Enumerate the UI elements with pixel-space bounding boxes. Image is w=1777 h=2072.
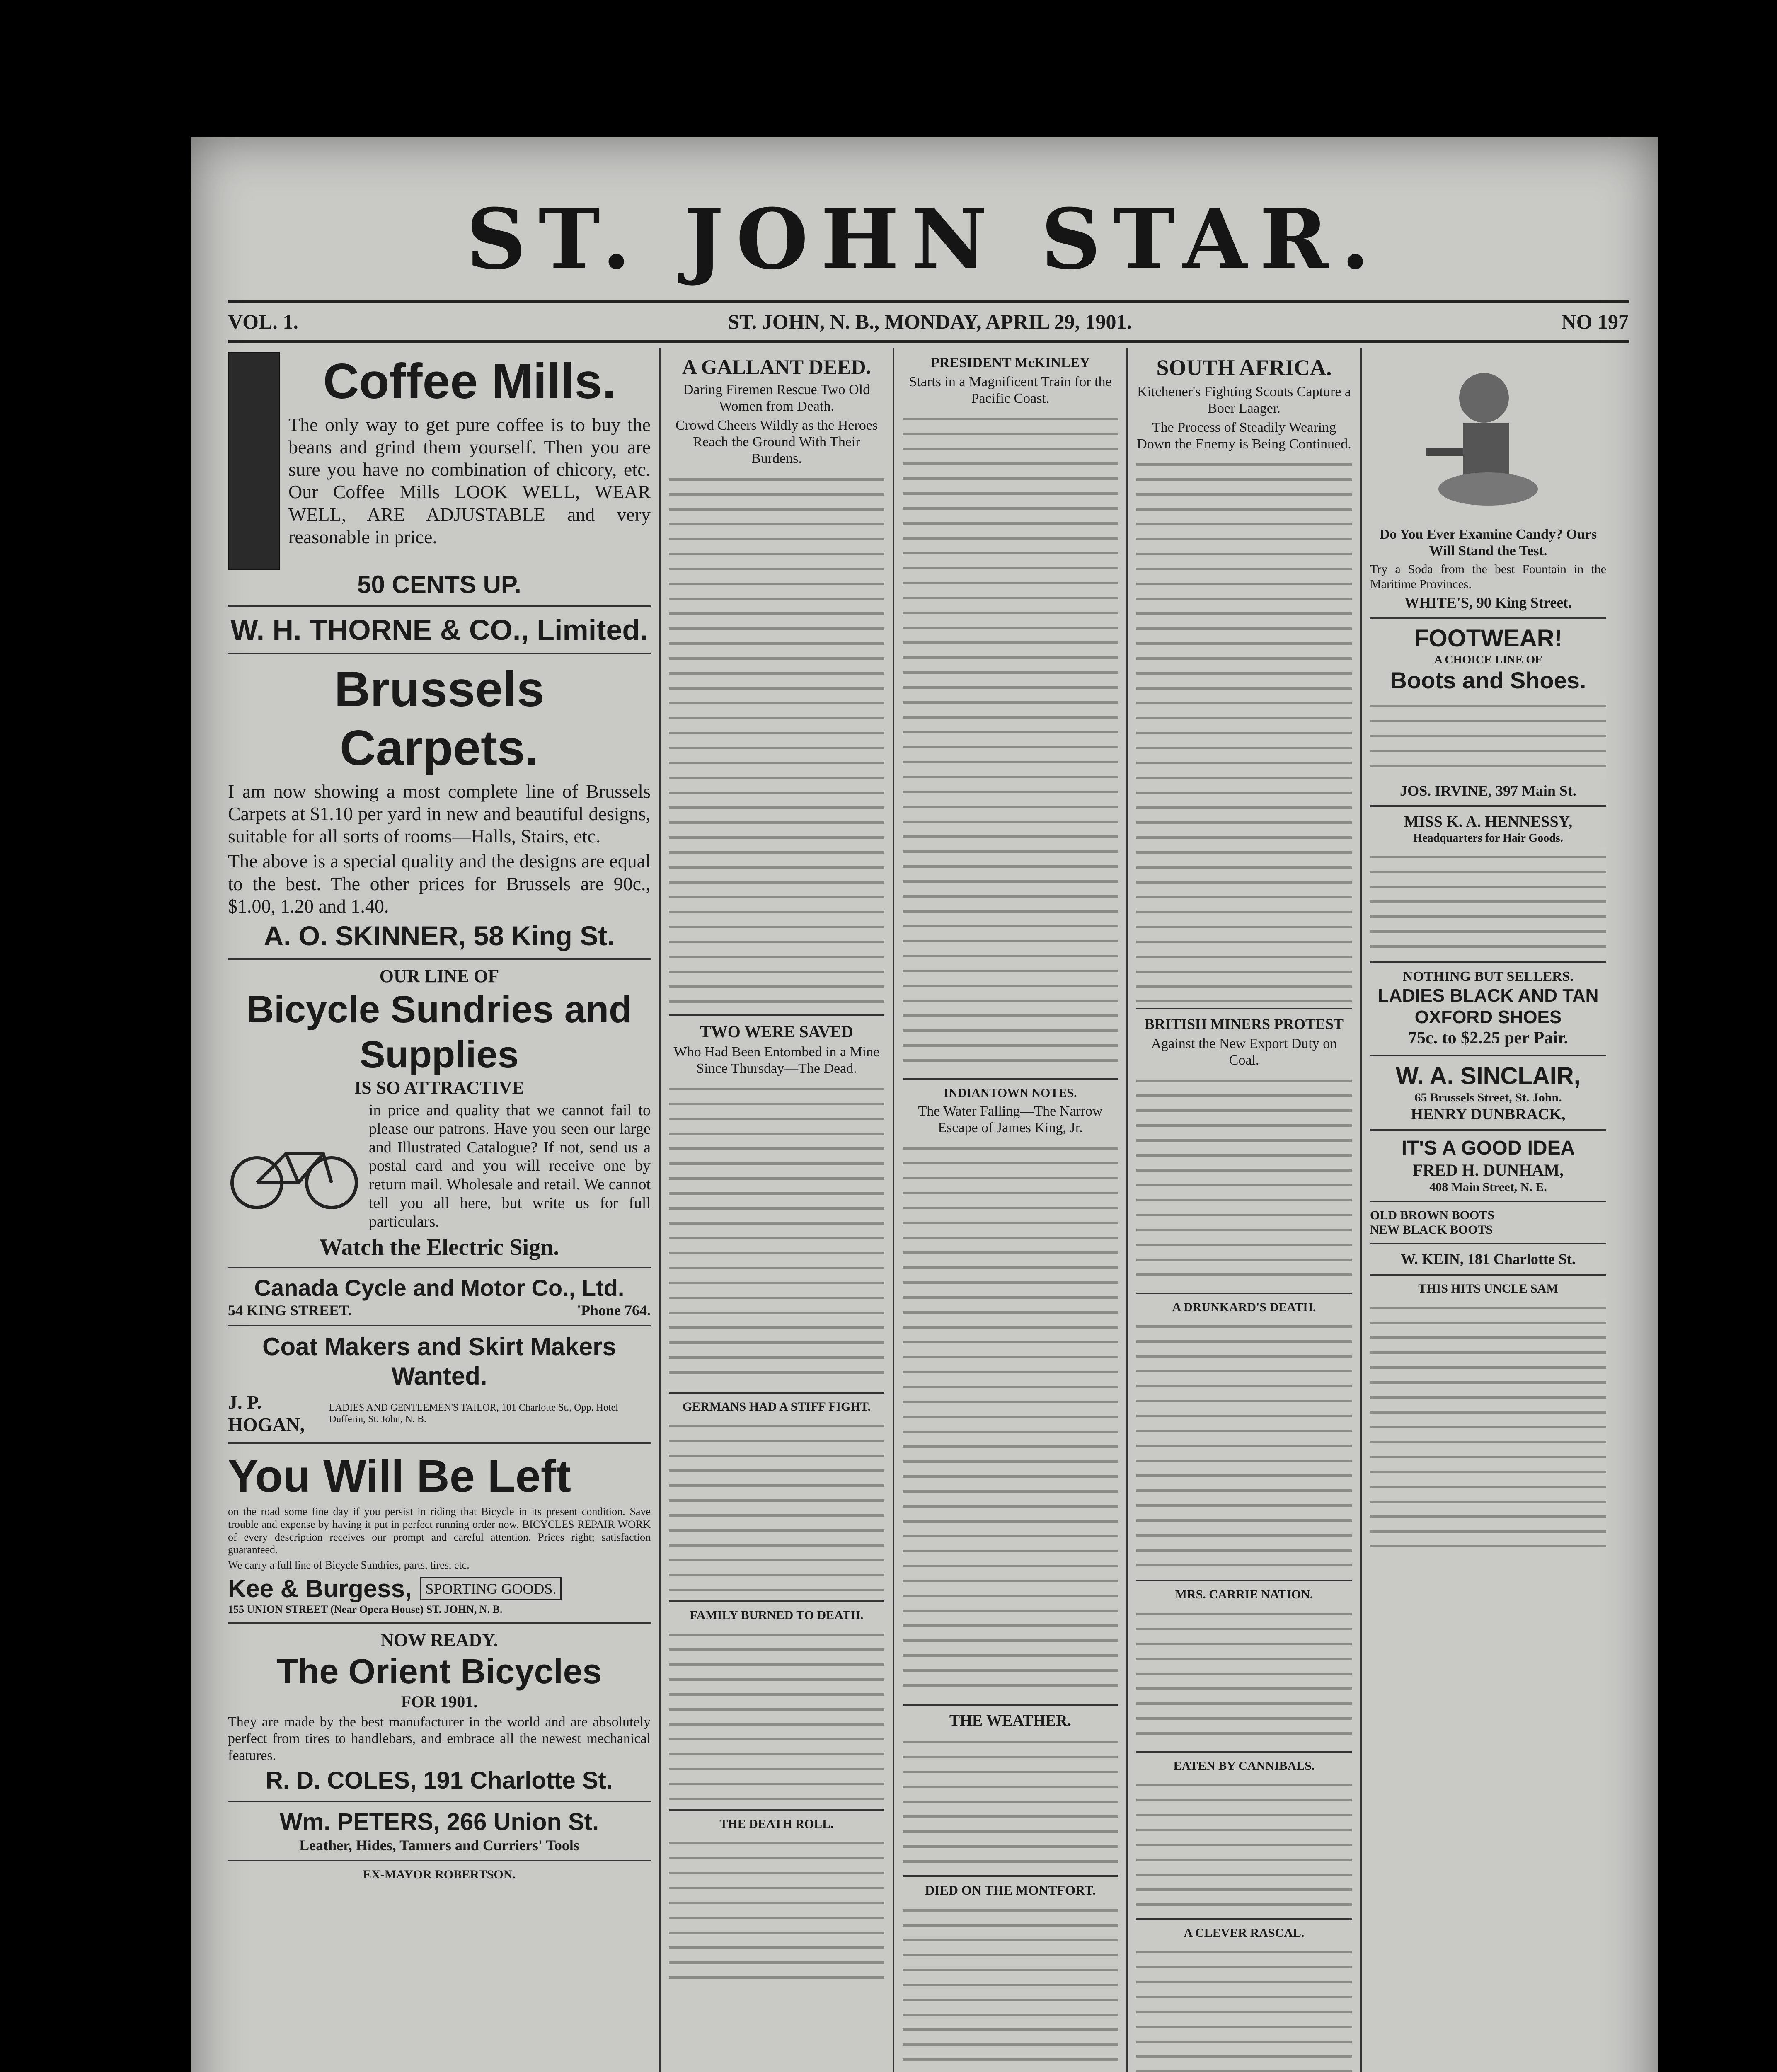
irvine: JOS. IRVINE, 397 Main St. [1400,782,1576,799]
article-text [903,1139,1118,1698]
dateline [228,300,1629,343]
coffee-text: The only way to get pure coffee is to buy the beans and grind them yourself. Then you are sure you have no combination of chicory, etc. Our Coffee Mills LOOK WELL, WEAR WELL, ARE ADJUSTABLE and very reasonable in price. [288,414,651,547]
our-line: OUR LINE OF [379,966,499,987]
so-attractive: IS SO ATTRACTIVE [354,1077,524,1098]
new-boots: NEW BLACK BOOTS [1370,1223,1493,1237]
canada-address: 54 KING STREET. [228,1302,352,1319]
kein: W. KEIN, 181 Charlotte St. [1401,1251,1576,1268]
old-boots: OLD BROWN BOOTS [1370,1208,1495,1222]
footwear: FOOTWEAR! [1414,625,1562,652]
kee-address: 155 UNION STREET (Near Opera House) ST. JOHN, N. B. [228,1603,503,1616]
choice-line: A CHOICE LINE OF [1434,653,1542,666]
sinclair: W. A. SINCLAIR, [1396,1062,1581,1089]
news-column-4 [1128,348,1362,2072]
peters: Wm. PETERS, 266 Union St. [279,1808,599,1836]
headline-indiantown: INDIANTOWN NOTES. [944,1086,1077,1100]
volume: VOL. 1. [228,310,298,333]
article-text [1136,455,1352,1002]
subhead-entombed: Who Had Been Entombed in a Mine Since Thursday—The Dead. [673,1044,880,1076]
article-text [903,1901,1118,2072]
skinner: A. O. SKINNER, 58 King St. [264,920,615,951]
hogan: J. P. HOGAN, [228,1391,305,1435]
candy-headline: Do You Ever Examine Candy? Ours Will Stand the Test. [1379,527,1597,559]
footwear-text [1370,697,1606,779]
dunham-address: 408 Main Street, N. E. [1429,1180,1547,1194]
headline-clever-rascal: A CLEVER RASCAL. [1184,1926,1305,1940]
electric-sign: Watch the Electric Sign. [319,1234,559,1260]
article-text [903,1733,1118,1869]
nothing-but-sellers: NOTHING BUT SELLERS. [1402,969,1574,985]
thorne: W. H. THORNE & CO., Limited. [230,613,648,646]
coles: R. D. COLES, 191 Charlotte St. [266,1767,613,1794]
subhead-process: The Process of Steadily Wearing Down the Enemy is Being Continued. [1137,419,1351,452]
uncle-sam-headline: THIS HITS UNCLE SAM [1418,1281,1558,1295]
article-text [1370,1298,1606,1547]
left-text: on the road some fine day if you persist in riding that Bicycle in its present condition. Save trouble and expense by having it put in perfect running order now. BICYCLES REPAIR WORK of every description receives our prompt and careful attention. Prices right; satisfaction guaranteed. [228,1506,651,1556]
headline-cannibals: EATEN BY CANNIBALS. [1173,1759,1315,1773]
orient-title: The Orient Bicycles [276,1652,602,1691]
soda-text: Try a Soda from the best Fountain in the Maritime Provinces. [1370,562,1606,591]
candy-illustration [1370,352,1606,526]
good-idea: IT'S A GOOD IDEA [1401,1137,1575,1159]
article-text [669,470,884,1009]
headline-family: FAMILY BURNED TO DEATH. [690,1608,864,1622]
article-text [669,1625,884,1803]
headline-mckinley: PRESIDENT McKINLEY [931,355,1090,370]
headline-montfort: DIED ON THE MONTFORT. [925,1882,1096,1898]
coat-makers: Coat Makers and Skirt Makers Wanted. [262,1333,616,1390]
columns [220,348,1633,2072]
hennessy-sub: Headquarters for Hair Goods. [1413,832,1563,845]
place-date: ST. JOHN, N. B., MONDAY, APRIL 29, 1901. [728,310,1132,333]
orient-text: They are made by the best manufacturer in the world and are absolutely perfect from tires to handlebars, and embrace all the newest mechanical features. [228,1714,651,1763]
news-column-2 [661,348,894,2072]
bicycle-title: Bicycle Sundries and Supplies [246,988,632,1076]
ad-column-right [1362,348,1615,2072]
brussels-text-1: I am now showing a most complete line of Brussels Carpets at $1.10 per yard in new and beautiful designs, suitable for all sorts of rooms—Halls, Stairs, etc. [228,780,651,847]
headline-death-roll: THE DEATH ROLL. [719,1817,834,1831]
subhead-firemen: Daring Firemen Rescue Two Old Women from Death. [683,382,870,414]
masthead-title: ST. JOHN STAR. [466,191,1382,288]
dunbrack: HENRY DUNBRACK, [1411,1105,1566,1123]
coffee-title: Coffee Mills. [323,353,616,409]
article-text [1136,1317,1352,1574]
ad-column [220,348,661,2072]
issue-number: NO 197 [1561,310,1629,333]
article-text [669,1080,884,1386]
boots-shoes: Boots and Shoes. [1390,667,1586,693]
coffee-mill-image [228,352,280,570]
article-text [903,409,1118,1072]
coffee-ad [228,352,651,570]
subhead-crowd: Crowd Cheers Wildly as the Heroes Reach the Ground With Their Burdens. [675,418,878,467]
whites: WHITE'S, 90 King Street. [1404,594,1572,611]
article-text [1136,1776,1352,1912]
left-title: You Will Be Left [228,1450,571,1502]
subhead-water: The Water Falling—The Narrow Escape of James King, Jr. [918,1103,1103,1135]
headline-miners: BRITISH MINERS PROTEST [1144,1016,1344,1033]
subhead-train: Starts in a Magnificent Train for the Pacific Coast. [909,374,1112,407]
article-text [1136,1071,1352,1287]
ladies-shoes: LADIES BLACK AND TAN OXFORD SHOES [1378,985,1599,1028]
left-text-2: We carry a full line of Bicycle Sundries, parts, tires, etc. [228,1559,470,1571]
hennessy: MISS K. A. HENNESSY, [1404,813,1573,831]
canada-cycle: Canada Cycle and Motor Co., Ltd. [254,1274,625,1301]
headline-carrie-nation: MRS. CARRIE NATION. [1175,1588,1313,1602]
kee-burgess: Kee & Burgess, [228,1574,412,1602]
bicycle-text: in price and quality that we cannot fail to please our patrons. Have you seen our large and Illustrated Catalogue? If not, send us a postal card and you will receive one by return mail. Wholesale and retail. We cannot tell you all here, but write us for full particulars. [369,1101,651,1230]
ex-mayor: EX-MAYOR ROBERTSON. [363,1868,516,1881]
brussels-title: Brussels Carpets. [334,661,545,776]
canada-phone: 'Phone 764. [576,1302,651,1319]
hogan-sub: LADIES AND GENTLEMEN'S TAILOR, 101 Charlotte St., Opp. Hotel Dufferin, St. John, N. B. [329,1402,618,1425]
hair-goods-list [1370,847,1606,955]
subhead-export: Against the New Export Duty on Coal. [1151,1036,1337,1068]
news-column-3 [894,348,1128,2072]
newspaper-page [191,137,1658,2072]
now-ready: NOW READY. [380,1630,498,1651]
dunham: FRED H. DUNHAM, [1412,1161,1564,1180]
headline-two-saved: TWO WERE SAVED [700,1022,853,1041]
sporting-goods: SPORTING GOODS. [420,1577,562,1600]
bicycle-icon [228,1121,361,1212]
headline-germans: GERMANS HAD A STIFF FIGHT. [682,1399,871,1414]
subhead-kitchener: Kitchener's Fighting Scouts Capture a Boer Laager. [1137,384,1351,416]
headline-south-africa: SOUTH AFRICA. [1156,355,1332,380]
coffee-price: 50 CENTS UP. [357,571,521,598]
orient-year: FOR 1901. [401,1692,478,1711]
brussels-text-2: The above is a special quality and the designs are equal to the best. The other prices for Brussels are 90c., $1.00, 1.20 and 1.40. [228,850,651,917]
headline-drunkard: A DRUNKARD'S DEATH. [1172,1300,1316,1314]
headline-gallant: A GALLANT DEED. [682,355,872,378]
article-text [1136,1943,1352,2072]
shoe-price: 75c. to $2.25 per Pair. [1408,1029,1569,1048]
peters-sub: Leather, Hides, Tanners and Curriers' Tools [299,1837,579,1854]
article-text [669,1416,884,1595]
sinclair-address: 65 Brussels Street, St. John. [1414,1091,1562,1105]
article-text [669,1834,884,1983]
headline-weather: THE WEATHER. [949,1711,1072,1729]
article-text [1136,1605,1352,1745]
